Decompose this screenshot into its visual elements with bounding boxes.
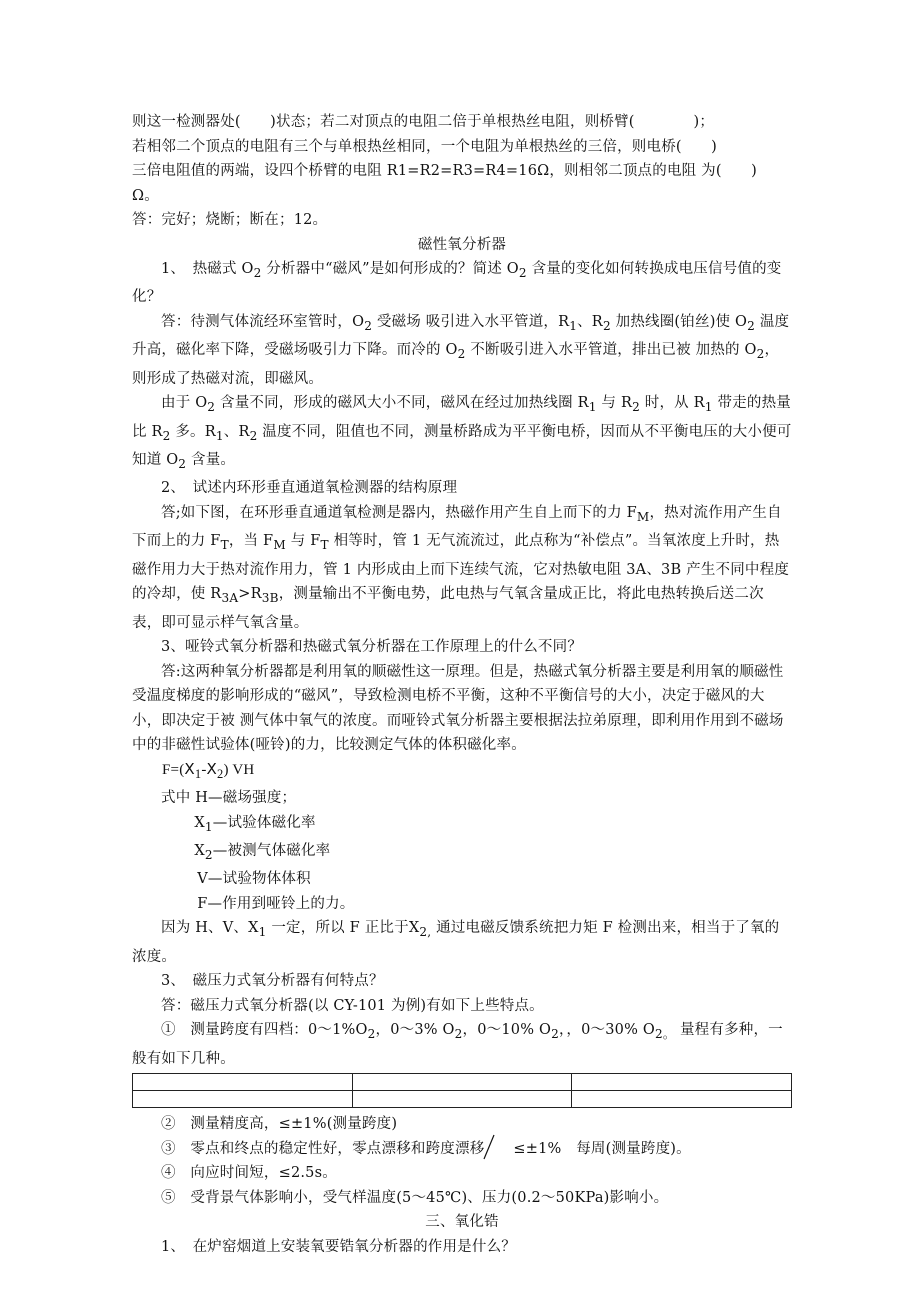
range-table [132,1073,792,1108]
feature-item-2: ② 测量精度高，≤±1%(测量跨度) [161,1116,398,1133]
formula: $F=(Ⅹ_1-Ⅹ_2)$ VH [162,761,255,781]
definition-x1: $Ⅹ_1—$试验体磁化率 [194,814,316,834]
text-line: 则这一检测器处( )状态；若二对顶点的电阻二倍于单根热丝电阻，则桥臂( )； [132,114,715,130]
table-cell [133,1074,353,1091]
table-cell [572,1074,792,1091]
answer-3: 答:这两种氧分析器都是利用氧的顺磁性这一原理。但是，热磁式氧分析器主要是利用氧的顺磁性受温度梯度的影响形成的“磁风”，导致检测电桥不平衡，这种不平衡信号的大小，决定于磁风的大小，即决定于被 测气体中氧气的浓度。而哑铃式氧分析器主要根据法拉弟原理，即利用作用到不磁场中的非磁性试验体(哑铃)的力，比较测定气体的体积磁化率。 [132,663,784,754]
question-1: 1、 热磁式 $O_2$ 分析器中“磁风”是如何形成的？简述 $O_2$ 含量的变化如何转换成电压信号值的变化？ [132,261,782,306]
section-title: 磁性氧分析器 [417,236,507,253]
section-title: 三、氧化锆 [425,1214,499,1231]
definition-intro: 式中 H—磁场强度； [161,790,297,807]
feature-item-5: ⑤ 受背景气体影响小，受气样温度(5～45℃)、压力(0.2～50KPa)影响小。 [161,1189,669,1206]
text-line: 若相邻二个顶点的电阻有三个与单根热丝相同，一个电阻为单根热丝的三倍，则电桥( ) [132,138,718,155]
definition-x2: $Ⅹ_2—$被测气体磁化率 [194,842,331,862]
table-cell [572,1091,792,1108]
table-row [133,1074,792,1091]
table-cell [133,1091,353,1108]
answer-1-paragraph-1: 答：待测气体流经环室管时，$O_2$ 受磁场 吸引进入水平管道，$R_1$、$R_2$ 加热线圈(铂丝)使 $O_2$ 温度升高，磁化率下降，受磁场吸引力下降。而冷的 $O_2$ 不断吸引进入水平管道，排出已被 加热的 $O_2$，则形成了热磁对流，即磁风。 [132,313,790,387]
strikethrough-mark: ≤±1% 每周(测量跨度)。 [484,1137,690,1162]
strike-slash-icon [482,1134,496,1160]
table-row [133,1091,792,1108]
feature-item-1: ① 测量跨度有四档：$0\sim 1\%O_2$，0～3% $O_2$，0～10% $O_2$，，0～30% $O_{2。}$ 量程有多种，一般有如下几种。 [132,1022,783,1067]
feature-item-4: ④ 向应时间短，≤2.5s。 [161,1165,337,1182]
answer-3-conclusion: 因为 H、V、$X_1$ 一定，所以 F 正比于$Ⅹ_{2,}$ 通过电磁反馈系统把力矩 F 检测出来，相当于了氧的浓度。 [132,920,780,965]
question-2: 2、 试述内环形垂直通道氧检测器的结构原理 [161,480,458,497]
question-5: 1、 在炉窑烟道上安装氧要锆氧分析器的作用是什么？ [161,1238,516,1255]
document-body [132,110,792,1259]
question-4: 3、 磁压力式氧分析器有何特点？ [161,973,384,990]
answer-1-paragraph-2: 由于 $O_2$ 含量不同，形成的磁风大小不同，磁风在经过加热线圈 $R_1$ 与 $R_2$ 时，从 $R_1$ 带走的热量比 $R_2$ 多。$R_1$、$R_2$ 温度不同，阻值也不同，测量桥路成为平平衡电桥，因而从不平衡电压的大小便可知道 $O_2$ 含量。 [132,395,792,471]
table-cell [352,1091,572,1108]
answer-4: 答：磁压力式氧分析器(以 CY-101 为例)有如下上些特点。 [161,997,544,1014]
definition-v: V—试验物体体积 [197,871,311,888]
answer-2: 答;如下图，在环形垂直通道氧检测是器内，热磁作用产生自上而下的力 $F_M$，热对流作用产生自下而上的力 $F_T$，当 $F_M$ 与 $F_T$ 相等时，管 1 无气流流过，此点称为“补偿点”。当氧浓度上升时，热磁作用力大于热对流作用力，管 1 内形成由上而下连续气流，它对热敏电阻 3A、3B 产生不同中程度的冷却，使 $R_{3A}>R_{3B}$，测量输出不平衡电势，此电热与气氧含量成正比，将此电热转换后送二次表，即可显示样气氧含量。 [132,504,790,631]
feature-item-3: ③ 零点和终点的稳定性好，零点漂移和跨度漂移 ≤±1% 每周(测量跨度)。 [132,1137,792,1162]
answer-line: 答：完好；烧断；断在；12。 [132,212,328,228]
text-line: Ω。 [132,187,159,204]
question-3: 3、哑铃式氧分析器和热磁式氧分析器在工作原理上的什么不同？ [161,639,583,656]
text-line: 三倍电阻值的两端，设四个桥臂的电阻 R1=R2=R3=R4=16Ω，则相邻二顶点的电阻 为( ) [132,163,757,179]
definition-f: F—作用到哑铃上的力。 [197,895,355,912]
table-cell [352,1074,572,1091]
